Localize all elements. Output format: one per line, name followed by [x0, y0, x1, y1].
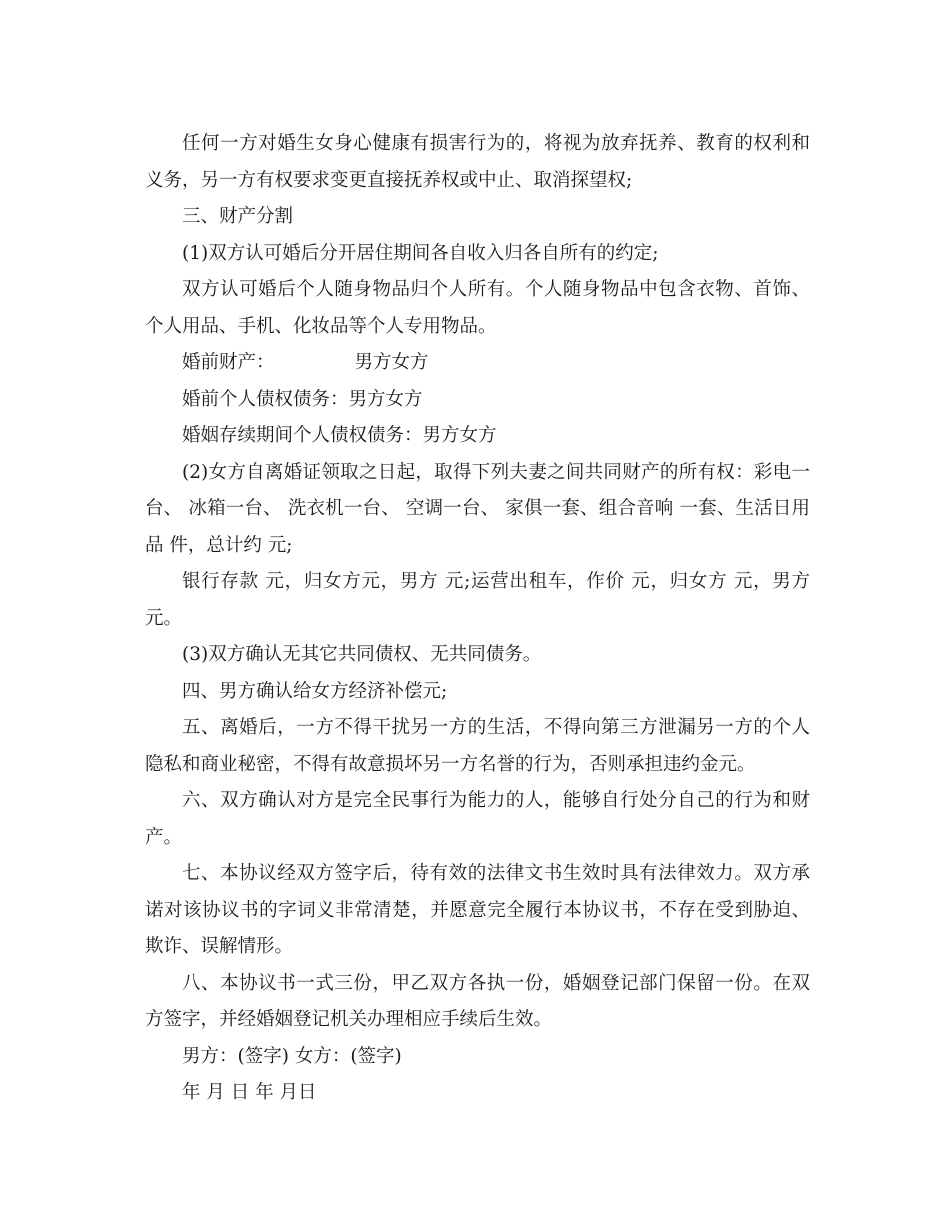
date-line: 年 月 日 年 月日 [182, 1082, 317, 1103]
paragraph-copies: 八、本协议书一式三份，甲乙双方各执一份，婚姻登记部门保留一份。在双方签字，并经婚姻登记机关办理相应手续后生效。 [145, 972, 810, 1030]
paragraph-effectiveness: 七、本协议经双方签字后，待有效的法律文书生效时具有法律效力。双方承诺对该协议书的字词义非常清楚，并愿意完全履行本协议书，不存在受到胁迫、欺诈、误解情形。 [145, 863, 810, 957]
paragraph-no-joint-debts: (3)双方确认无其它共同债权、无共同债务。 [182, 644, 542, 665]
signature-line: 男方：(签字) 女方：(签字) [182, 1045, 402, 1067]
paragraph-marital-debts: 婚姻存续期间个人债权债务：男方女方 [182, 425, 497, 446]
paragraph-personal-items: 双方认可婚后个人随身物品归个人所有。个人随身物品中包含衣物、首饰、个人用品、手机、化妆品等个人专用物品。 [145, 279, 810, 337]
premarital-property-label: 婚前财产： [182, 352, 275, 373]
document-body [145, 126, 810, 1112]
paragraph-joint-property: (2)女方自离婚证领取之日起，取得下列夫妻之间共同财产的所有权：彩电一台、 冰箱一台、 洗衣机一台、 空调一台、 家俱一套、组合音响 一套、生活日用品 件，总计约 元; [145, 461, 810, 556]
paragraph-custody-forfeit: 任何一方对婚生女身心健康有损害行为的，将视为放弃抚养、教育的权利和义务，另一方有权要求变更直接抚养权或中止、取消探望权; [145, 133, 810, 191]
paragraph-compensation: 四、男方确认给女方经济补偿元; [182, 680, 448, 702]
paragraph-privacy: 五、离婚后，一方不得干扰另一方的生活，不得向第三方泄漏另一方的个人隐私和商业秘密，不得有故意损坏另一方名誉的行为，否则承担违约金元。 [145, 717, 810, 775]
paragraph-premarital-property [145, 345, 810, 382]
premarital-property-value: 男方女方 [354, 352, 429, 373]
paragraph-separate-income: (1)双方认可婚后分开居住期间各自收入归各自所有的约定; [182, 242, 659, 264]
heading-property-division: 三、财产分割 [182, 206, 294, 227]
paragraph-bank-deposit: 银行存款 元，归女方元，男方 元;运营出租车，作价 元，归女方 元，男方 元。 [145, 571, 810, 629]
paragraph-capacity: 六、双方确认对方是完全民事行为能力的人，能够自行处分自己的行为和财产。 [145, 790, 810, 848]
paragraph-premarital-debts: 婚前个人债权债务：男方女方 [182, 388, 423, 410]
